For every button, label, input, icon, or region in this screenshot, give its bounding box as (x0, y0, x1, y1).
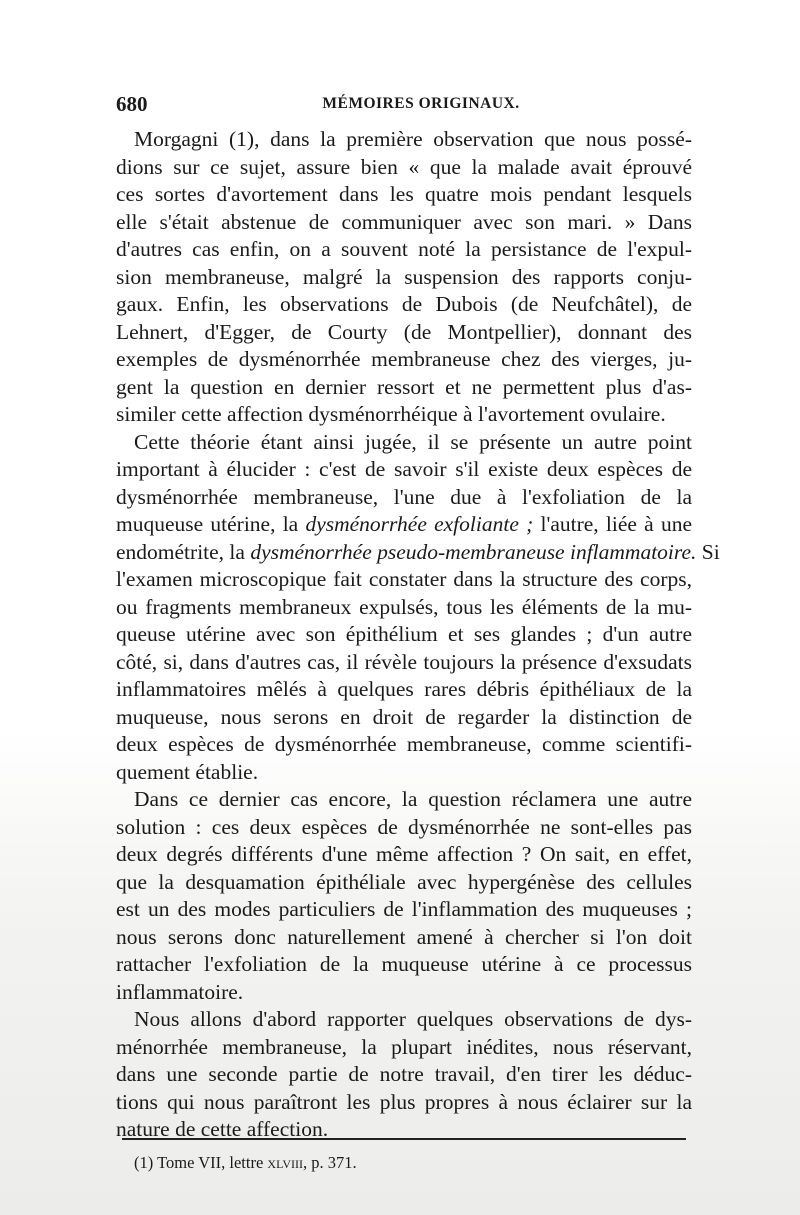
text-line: que la desquamation épithéliale avec hypergénèse des cellules (116, 869, 692, 894)
text-line: exemples de dysménorrhée membraneuse chez des vierges, ju- (116, 347, 692, 371)
text-line: ménorrhée membraneuse, la plupart inédites, nous réservant, (116, 1034, 692, 1059)
running-title: MÉMOIRES ORIGINAUX. (322, 95, 520, 112)
text-line: muqueuse, nous serons en droit de regarder la distinction de (116, 704, 692, 729)
text-line: Morgagni (1), dans la première observation que nous possé- (134, 127, 692, 151)
text-line: dans une seconde partie de notre travail, d'en tirer les déduc- (116, 1062, 692, 1086)
text-line: gent la question en dernier ressort et ne permettent plus d'as- (116, 374, 692, 399)
footnote (134, 1152, 357, 1174)
text-line (116, 511, 692, 539)
text-line: nature de cette affection. (116, 1117, 329, 1141)
text-line: nous serons donc naturellement amené à chercher si l'on doit (116, 924, 692, 949)
text-line: solution : ces deux espèces de dysménorrhée ne sont-elles pas (116, 814, 692, 839)
text-line: deux espèces de dysménorrhée membraneuse, comme scientifi- (116, 732, 692, 756)
text-segment: muqueuse utérine, la (116, 512, 306, 536)
italic-term: dysménorrhée pseudo-membraneuse inflammatoire. (250, 539, 697, 564)
text-segment: Si (696, 539, 720, 564)
text-line: inflammatoire. (116, 979, 244, 1004)
page-header (116, 92, 686, 122)
text-line: elle s'était abstenue de communiquer avec son mari. » Dans (116, 209, 692, 234)
text-line: Lehnert, d'Egger, de Courty (de Montpellier), donnant des (116, 319, 692, 344)
footnote-text-after: , p. 371. (302, 1153, 357, 1172)
text-line: d'autres cas enfin, on a souvent noté la persistance de l'expul- (116, 237, 692, 261)
text-line: gaux. Enfin, les observations de Dubois (de Neufchâtel), de (116, 292, 692, 316)
text-line: dions sur ce sujet, assure bien « que la malade avait éprouvé (116, 154, 692, 179)
text-segment: endométrite, la (116, 539, 251, 564)
text-line: queuse utérine avec son épithélium et ses glandes ; d'un autre (116, 622, 692, 646)
text-line: ou fragments membraneux expulsés, tous les éléments de la mu- (116, 594, 692, 619)
text-line: dysménorrhée membraneuse, l'une due à l'exfoliation de la (116, 484, 692, 509)
text-line: quement établie. (116, 759, 259, 784)
text-line: est un des modes particuliers de l'inflammation des muqueuses ; (116, 897, 692, 921)
text-line: sion membraneuse, malgré la suspension des rapports conju- (116, 264, 692, 289)
text-line: tions qui nous paraîtront les plus propres à nous éclairer sur la (116, 1089, 692, 1114)
text-segment: l'autre, liée à une (533, 512, 692, 536)
footnote-text-before: Tome VII, lettre (157, 1153, 268, 1172)
text-line: inflammatoires mêlés à quelques rares débris épithéliaux de la (116, 677, 692, 701)
text-line: Cette théorie étant ainsi jugée, il se présente un autre point (134, 429, 692, 454)
text-line: deux degrés différents d'une même affection ? On sait, en effet, (116, 842, 692, 866)
footnote-roman-numeral: xlviii (267, 1153, 303, 1172)
text-line: important à élucider : c'est de savoir s'il existe deux espèces de (116, 457, 692, 481)
text-line: côté, si, dans d'autres cas, il révèle toujours la présence d'exsudats (116, 649, 692, 674)
text-line: similer cette affection dysménorrhéique à l'avortement ovulaire. (116, 402, 666, 426)
text-line (116, 539, 720, 567)
text-line: rattacher l'exfoliation de la muqueuse utérine à ce processus (116, 952, 692, 976)
text-line: ces sortes d'avortement dans les quatre mois pendant lesquels (116, 182, 692, 206)
page-number: 680 (116, 92, 148, 116)
text-line: Nous allons d'abord rapporter quelques observations de dys- (134, 1007, 692, 1031)
footnote-marker: (1) (134, 1153, 154, 1172)
italic-term: dysménorrhée exfoliante ; (305, 512, 534, 536)
text-line: l'examen microscopique fait constater dans la structure des corps, (116, 567, 692, 591)
body-text (116, 126, 720, 1144)
text-line: Dans ce dernier cas encore, la question réclamera une autre (134, 787, 692, 811)
footnote-rule (122, 1138, 686, 1140)
